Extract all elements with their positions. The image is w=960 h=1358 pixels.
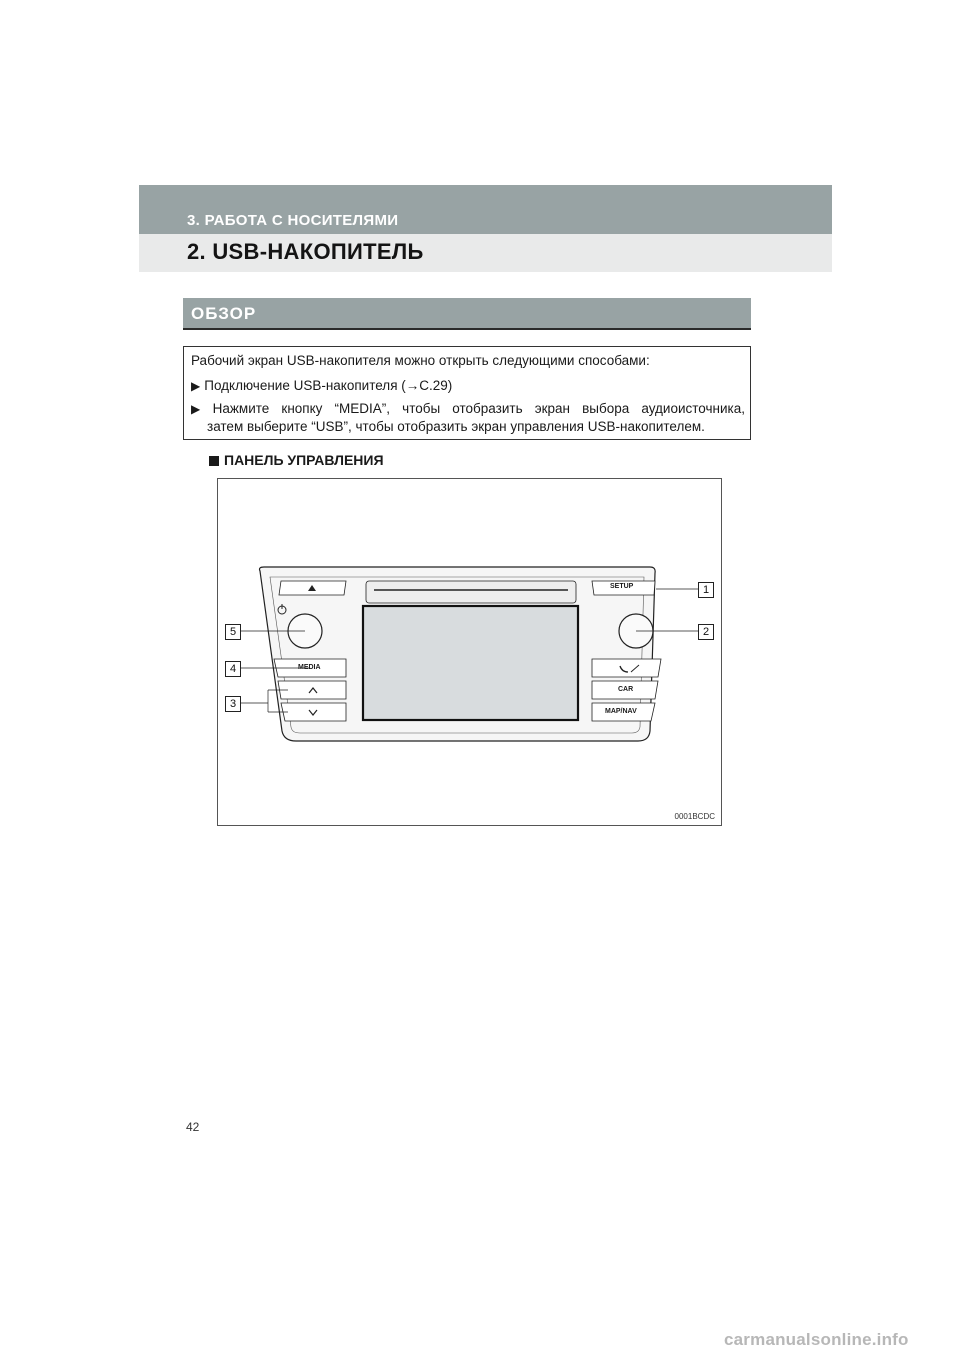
overview-title: ОБЗОР xyxy=(191,304,257,323)
section-header-band xyxy=(139,185,832,234)
overview-heading-bar xyxy=(183,298,751,330)
media-button: MEDIA xyxy=(298,664,321,671)
control-panel-figure xyxy=(217,478,722,826)
car-button: CAR xyxy=(618,686,634,693)
bullet-usb-connect xyxy=(191,378,452,393)
page-number: 42 xyxy=(186,1120,200,1134)
bullet-arrow-icon: ▶ xyxy=(191,379,201,393)
map-nav-button: MAP/NAV xyxy=(605,708,637,715)
footer-watermark: carmanualsonline.info xyxy=(724,1330,909,1349)
square-bullet-icon xyxy=(209,456,219,466)
callout-1: 1 xyxy=(698,582,714,598)
control-panel-illustration xyxy=(218,479,721,825)
subsection-heading xyxy=(209,452,384,468)
callout-2: 2 xyxy=(698,624,714,640)
intro-text: Рабочий экран USB-накопителя можно открыть следующими способами: xyxy=(191,353,650,368)
bullet-media-press xyxy=(191,401,745,416)
setup-button: SETUP xyxy=(610,583,634,590)
bullet-media-press-text-2: затем выберите “USB”, чтобы отобразить экран управления USB-накопителем. xyxy=(207,419,705,434)
callout-5: 5 xyxy=(225,624,241,640)
figure-code: 0001BCDC xyxy=(674,812,715,821)
callout-3: 3 xyxy=(225,696,241,712)
callout-4: 4 xyxy=(225,661,241,677)
info-box xyxy=(183,346,751,440)
bullet-usb-connect-text: Подключение USB-накопителя (→С.29) xyxy=(204,378,453,393)
bullet-media-press-text-1: Нажмите кнопку “MEDIA”, чтобы отобразить экран выбора аудиоисточника, xyxy=(212,401,746,416)
bullet-arrow-icon: ▶ xyxy=(191,402,209,416)
page-title: 2. USB-НАКОПИТЕЛЬ xyxy=(187,239,424,264)
page-title-band xyxy=(139,234,832,272)
section-label: 3. РАБОТА С НОСИТЕЛЯМИ xyxy=(187,212,399,229)
subsection-title: ПАНЕЛЬ УПРАВЛЕНИЯ xyxy=(224,452,384,468)
